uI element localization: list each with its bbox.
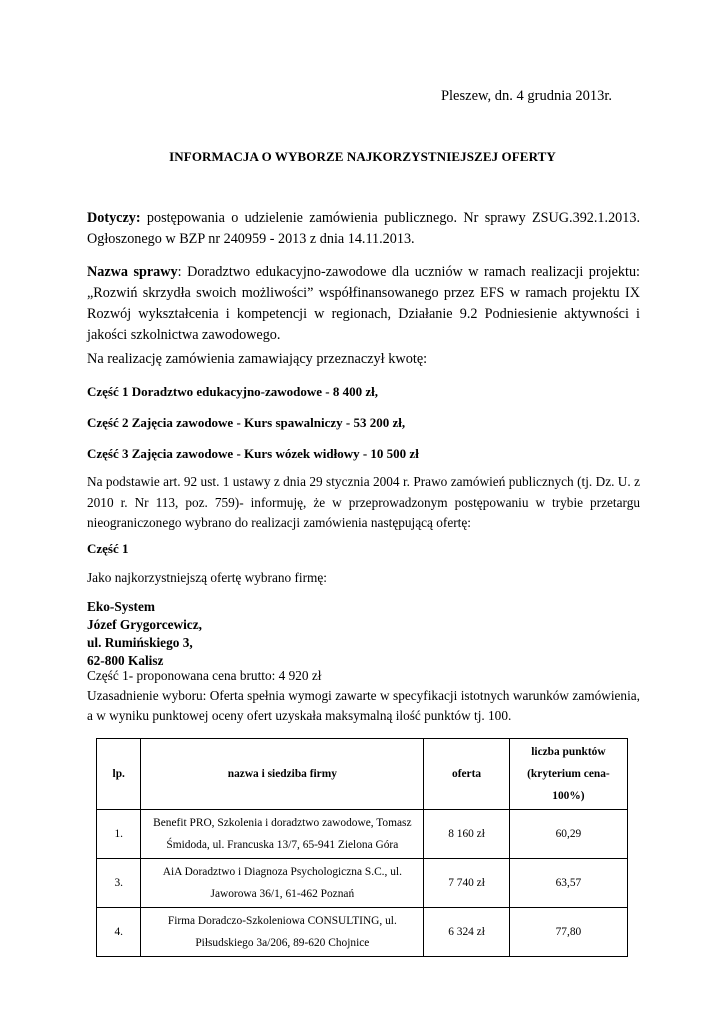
- case-name-paragraph: [87, 262, 640, 346]
- row-lp: 1.: [97, 810, 141, 859]
- row-offer: 8 160 zł: [424, 810, 510, 859]
- row-lp: 3.: [97, 859, 141, 908]
- header-offer: oferta: [424, 739, 510, 810]
- document-date: Pleszew, dn. 4 grudnia 2013r.: [440, 88, 612, 104]
- budget-part-3: Część 3 Zajęcia zawodowe - Kurs wózek widłowy - 10 500 zł: [87, 446, 419, 461]
- table-row: [97, 908, 628, 957]
- chosen-company-intro: Jako najkorzystniejszą ofertę wybrano firmę:: [87, 570, 327, 585]
- chosen-company-block: [87, 598, 640, 670]
- table-header-row: [97, 739, 628, 810]
- budget-part-1: Część 1 Doradztwo edukacyjno-zawodowe - 8 400 zł,: [87, 384, 379, 399]
- legal-basis-paragraph: Na podstawie art. 92 ust. 1 ustawy z dnia 29 stycznia 2004 r. Prawo zamówień publicznych (tj. Dz. U. z 2010 r. Nr 113, poz. 759)- informuję, że w przeprowadzonym postępowaniu w trybie przetargu nieograniczonego wybrano do realizacji zamówienia następującą ofertę:: [87, 474, 640, 530]
- header-points: liczba punktów (kryterium cena-100%): [509, 739, 627, 810]
- company-city: 62-800 Kalisz: [87, 653, 164, 668]
- row-offer: 6 324 zł: [424, 908, 510, 957]
- row-offer: 7 740 zł: [424, 859, 510, 908]
- row-points: 60,29: [509, 810, 627, 859]
- offers-table: [96, 738, 628, 957]
- company-name: Eko-System: [87, 599, 155, 614]
- row-company: AiA Doradztwo i Diagnoza Psychologiczna S.C., ul. Jaworowa 36/1, 61-462 Poznań: [141, 859, 424, 908]
- company-street: ul. Rumińskiego 3,: [87, 635, 193, 650]
- selection-justification: Uzasadnienie wyboru: Oferta spełnia wymogi zawarte w specyfikacji istotnych warunków zamówienia, a w wyniku punktowej oceny ofert uzyskała maksymalną ilość punktów tj. 100.: [87, 688, 640, 723]
- row-company: Firma Doradczo-Szkoleniowa CONSULTING, ul. Piłsudskiego 3a/206, 89-620 Chojnice: [141, 908, 424, 957]
- table-row: [97, 810, 628, 859]
- page-title: INFORMACJA O WYBORZE NAJKORZYSTNIEJSZEJ OFERTY: [169, 149, 556, 164]
- row-points: 77,80: [509, 908, 627, 957]
- subject-text: postępowania o udzielenie zamówienia publicznego. Nr sprawy ZSUG.392.1.2013. Ogłoszonego w BZP nr 240959 - 2013 z dnia 14.11.2013.: [87, 210, 640, 247]
- row-company: Benefit PRO, Szkolenia i doradztwo zawodowe, Tomasz Śmidoda, ul. Francuska 13/7, 65-941 Zielona Góra: [141, 810, 424, 859]
- header-company: nazwa i siedziba firmy: [141, 739, 424, 810]
- header-lp: lp.: [97, 739, 141, 810]
- case-name-text: : Doradztwo edukacyjno-zawodowe dla uczniów w ramach realizacji projektu: „Rozwiń skrzydła swoich możliwości” współfinansowanego przez EFS w ramach projektu IX Rozwój wykształcenia i kompetencji w regionach, Działanie 9.2 Podniesienie aktywności i jakości szkolnictwa zawodowego.: [87, 264, 640, 343]
- case-name-label: Nazwa sprawy: [87, 264, 178, 280]
- row-lp: 4.: [97, 908, 141, 957]
- subject-paragraph: [87, 208, 640, 250]
- company-owner: Józef Grygorcewicz,: [87, 617, 202, 632]
- row-points: 63,57: [509, 859, 627, 908]
- table-row: [97, 859, 628, 908]
- subject-label: Dotyczy:: [87, 210, 141, 226]
- budget-intro: Na realizację zamówienia zamawiający przeznaczył kwotę:: [87, 351, 428, 367]
- selected-price: Część 1- proponowana cena brutto: 4 920 zł: [87, 668, 322, 683]
- budget-part-2: Część 2 Zajęcia zawodowe - Kurs spawalniczy - 53 200 zł,: [87, 415, 406, 430]
- selected-part-heading: Część 1: [87, 541, 129, 556]
